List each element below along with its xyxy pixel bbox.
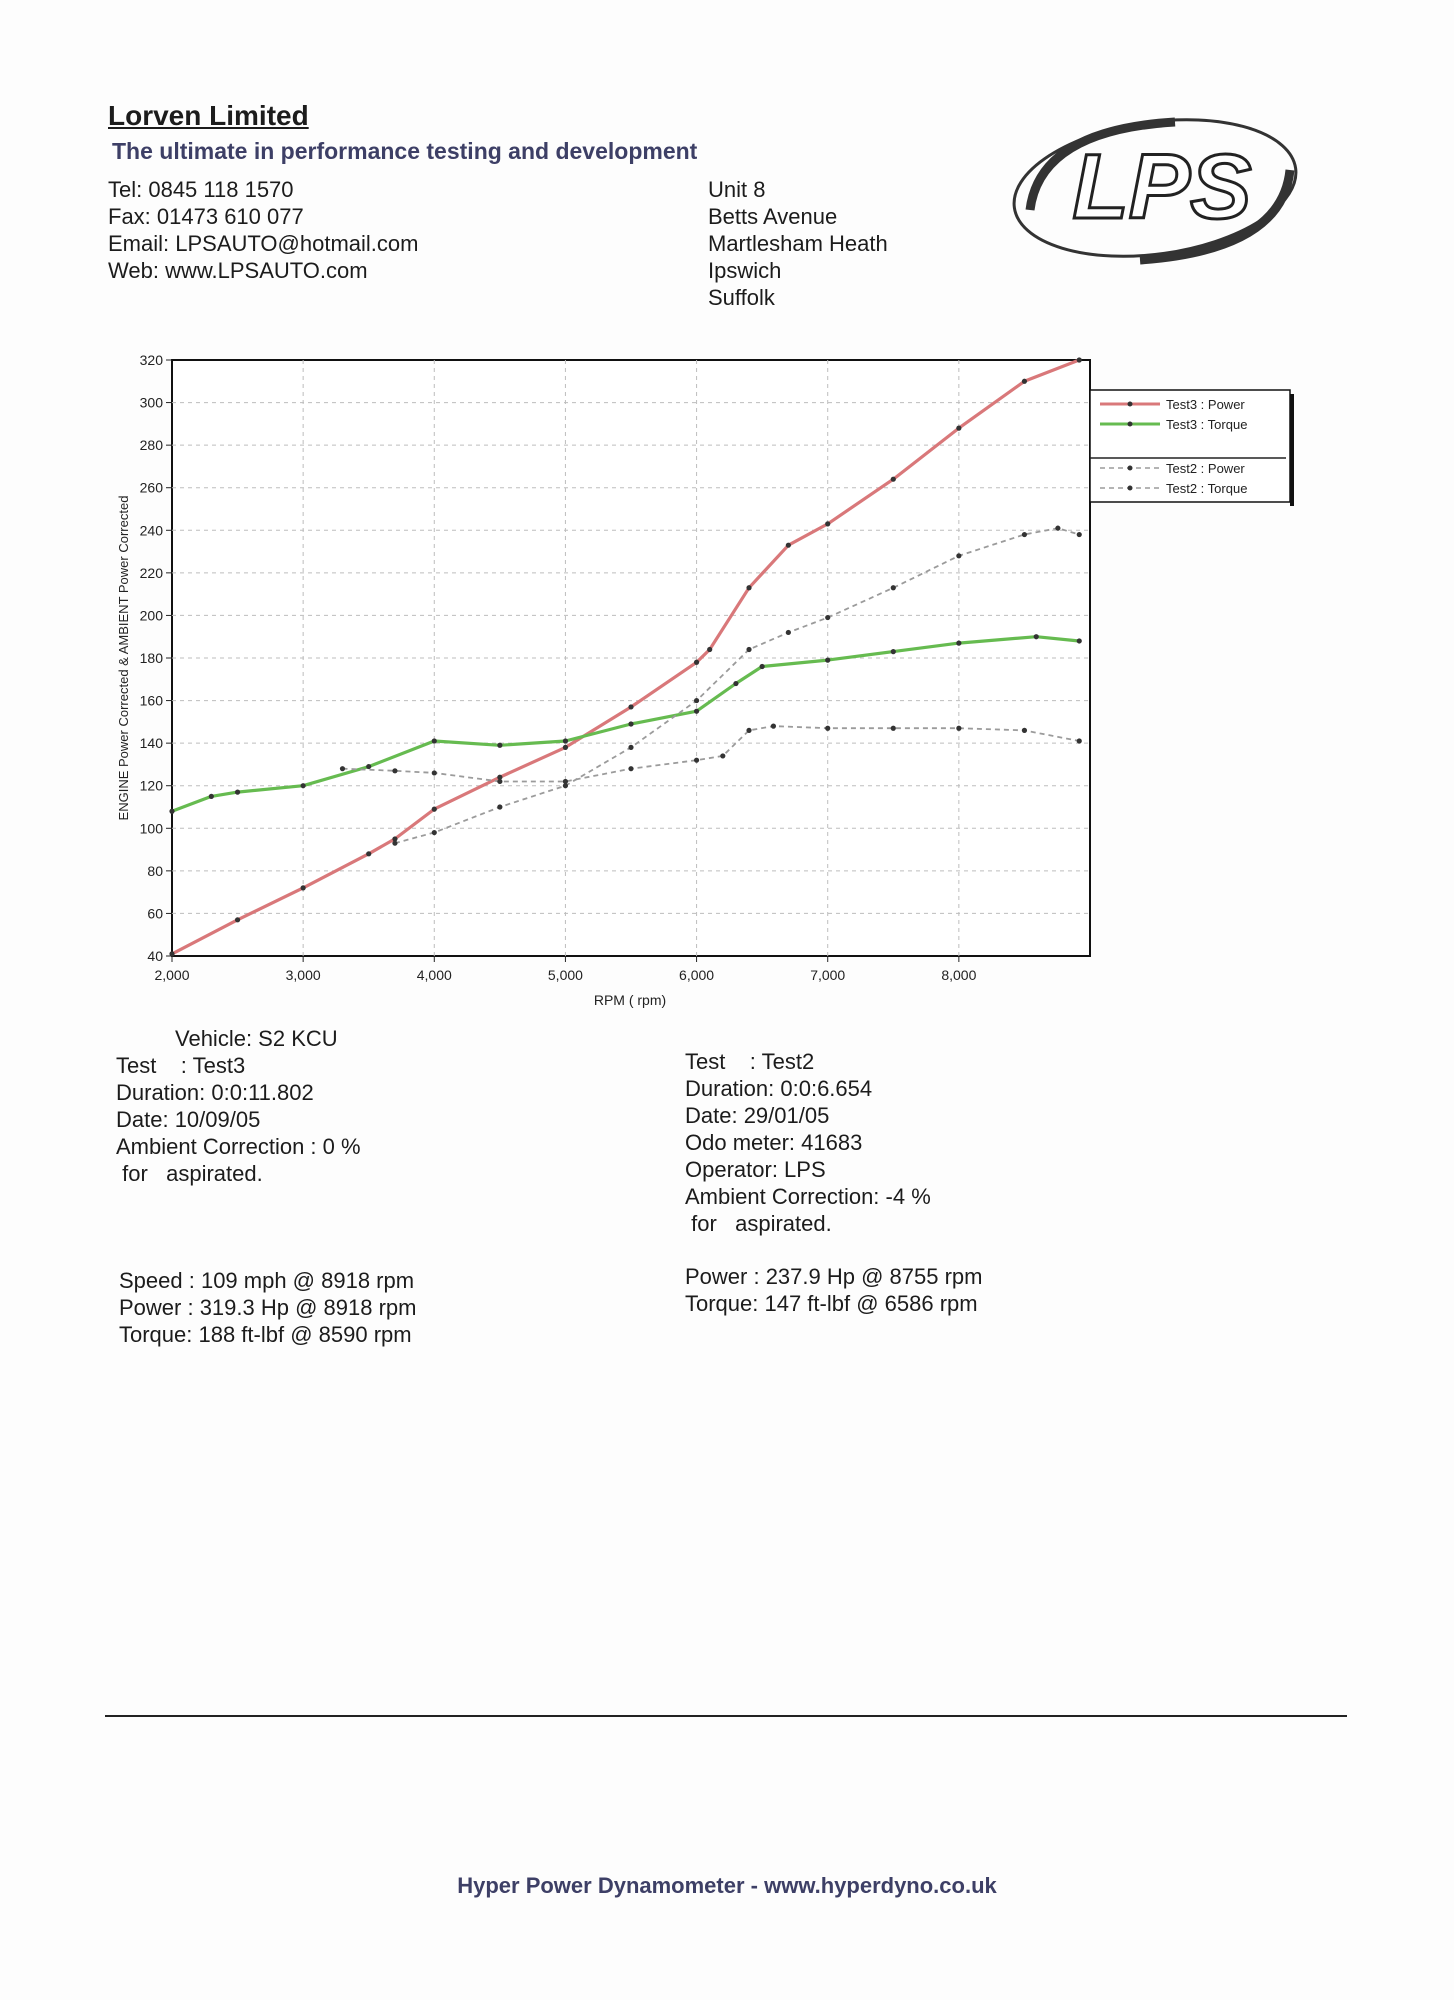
y-tick-label: 40 [147, 948, 163, 964]
y-tick-label: 60 [147, 905, 163, 922]
data-point [432, 738, 437, 743]
contact-web: Web: www.LPSAUTO.com [108, 258, 368, 283]
x-tick-label: 3,000 [285, 967, 321, 983]
legend-label: Test2 : Torque [1166, 481, 1248, 496]
address-line: Unit 8 [708, 177, 766, 202]
x-tick-label: 4,000 [416, 967, 452, 983]
address-line: Martlesham Heath [708, 231, 888, 256]
test2-odometer: Odo meter: 41683 [685, 1130, 863, 1155]
y-axis [140, 352, 172, 964]
data-point [432, 770, 437, 775]
x-axis-label: RPM ( rpm) [593, 992, 667, 1008]
address-line: Ipswich [708, 258, 782, 283]
vehicle-label: Vehicle: S2 KCU [175, 1026, 338, 1051]
contact-fax: Fax: 01473 610 077 [108, 204, 304, 229]
data-point [891, 649, 896, 654]
test3-date: Date: 10/09/05 [116, 1107, 261, 1132]
test3-aspirated: for aspirated. [116, 1161, 263, 1186]
x-axis [154, 956, 976, 983]
test3-name: Test : Test3 [116, 1053, 246, 1078]
data-point [628, 745, 633, 750]
data-point [366, 851, 371, 856]
data-point [628, 704, 633, 709]
data-point [563, 779, 568, 784]
data-point [746, 647, 751, 652]
data-point [497, 804, 502, 809]
y-tick-label: 180 [139, 650, 163, 666]
y-tick-label: 280 [139, 437, 163, 454]
legend-label: Test3 : Torque [1166, 417, 1248, 432]
data-point [825, 615, 830, 620]
y-tick-label: 200 [139, 607, 163, 624]
test3-duration: Duration: 0:0:11.802 [116, 1080, 314, 1105]
contact-tel: Tel: 0845 118 1570 [108, 177, 294, 202]
data-point [707, 647, 712, 652]
test2-name: Test : Test2 [685, 1049, 815, 1074]
data-point [1077, 532, 1082, 537]
x-tick-label: 7,000 [810, 967, 846, 983]
data-point [694, 660, 699, 665]
data-point [1077, 357, 1082, 362]
data-point [825, 658, 830, 663]
data-point [694, 758, 699, 763]
data-point [694, 698, 699, 703]
x-tick-label: 6,000 [679, 967, 715, 983]
test3-speed: Speed : 109 mph @ 8918 rpm [119, 1268, 415, 1293]
data-point [760, 664, 765, 669]
test2-power: Power : 237.9 Hp @ 8755 rpm [685, 1264, 983, 1289]
legend-label: Test3 : Power [1166, 397, 1245, 412]
legend-marker [1128, 486, 1133, 491]
data-point [563, 738, 568, 743]
data-point [1022, 379, 1027, 384]
data-point [497, 743, 502, 748]
y-axis-label: ENGINE Power Corrected & AMBIENT Power Corrected [116, 495, 131, 821]
test3-torque: Torque: 188 ft-lbf @ 8590 rpm [119, 1322, 412, 1347]
data-point [746, 585, 751, 590]
data-point [694, 709, 699, 714]
y-tick-label: 240 [139, 522, 163, 539]
data-point [628, 721, 633, 726]
data-point [825, 521, 830, 526]
legend-label: Test2 : Power [1166, 461, 1245, 476]
data-point [786, 543, 791, 548]
data-point [366, 764, 371, 769]
footer-divider [105, 1715, 1347, 1717]
data-point [392, 841, 397, 846]
test2-ambient: Ambient Correction: -4 % [685, 1184, 931, 1209]
legend [1090, 390, 1294, 506]
y-tick-label: 80 [147, 862, 163, 879]
x-tick-label: 5,000 [547, 967, 583, 983]
data-point [209, 794, 214, 799]
data-point [786, 630, 791, 635]
data-point [497, 779, 502, 784]
data-point [1022, 532, 1027, 537]
data-point [301, 783, 306, 788]
y-tick-label: 160 [139, 692, 163, 709]
legend-marker [1128, 422, 1133, 427]
data-point [169, 809, 174, 814]
legend-marker [1128, 466, 1133, 471]
contact-email: Email: LPSAUTO@hotmail.com [108, 231, 419, 256]
data-point [746, 728, 751, 733]
data-point [235, 917, 240, 922]
data-point [1034, 634, 1039, 639]
legend-marker [1128, 402, 1133, 407]
data-point [1022, 728, 1027, 733]
data-point [169, 951, 174, 956]
address-line: Betts Avenue [708, 204, 838, 229]
address-line: Suffolk [708, 285, 775, 310]
y-tick-label: 220 [139, 564, 163, 581]
data-point [392, 768, 397, 773]
test3-ambient: Ambient Correction : 0 % [116, 1134, 361, 1159]
data-point [720, 753, 725, 758]
data-point [825, 726, 830, 731]
legend-shadow [1290, 394, 1294, 506]
test2-operator: Operator: LPS [685, 1157, 826, 1182]
data-point [956, 553, 961, 558]
logo-text: LPS [1072, 136, 1252, 238]
test2-aspirated: for aspirated. [685, 1211, 832, 1236]
data-point [891, 726, 896, 731]
data-point [563, 745, 568, 750]
data-point [891, 585, 896, 590]
data-point [733, 681, 738, 686]
test3-power: Power : 319.3 Hp @ 8918 rpm [119, 1295, 417, 1320]
data-point [628, 766, 633, 771]
data-point [301, 885, 306, 890]
dyno-chart [100, 350, 1340, 1020]
data-point [956, 426, 961, 431]
y-tick-label: 140 [139, 735, 163, 752]
lps-logo [1000, 100, 1310, 280]
company-name: Lorven Limited [108, 100, 309, 131]
y-tick-label: 100 [139, 820, 163, 837]
data-point [956, 641, 961, 646]
data-point [771, 724, 776, 729]
x-tick-label: 8,000 [941, 967, 977, 983]
data-point [1055, 526, 1060, 531]
data-point [432, 807, 437, 812]
y-tick-label: 120 [139, 777, 163, 794]
data-point [1077, 638, 1082, 643]
data-point [432, 830, 437, 835]
footer-text: Hyper Power Dynamometer - www.hyperdyno.co.uk [457, 1873, 997, 1898]
test2-torque: Torque: 147 ft-lbf @ 6586 rpm [685, 1291, 978, 1316]
x-tick-label: 2,000 [154, 967, 190, 983]
data-point [956, 726, 961, 731]
y-tick-label: 320 [139, 352, 163, 368]
test2-date: Date: 29/01/05 [685, 1103, 830, 1128]
data-point [891, 477, 896, 482]
y-tick-label: 300 [139, 394, 163, 411]
data-point [340, 766, 345, 771]
data-point [235, 790, 240, 795]
test2-duration: Duration: 0:0:6.654 [685, 1076, 873, 1101]
tagline: The ultimate in performance testing and development [112, 138, 698, 164]
y-tick-label: 260 [139, 479, 163, 496]
data-point [1077, 738, 1082, 743]
